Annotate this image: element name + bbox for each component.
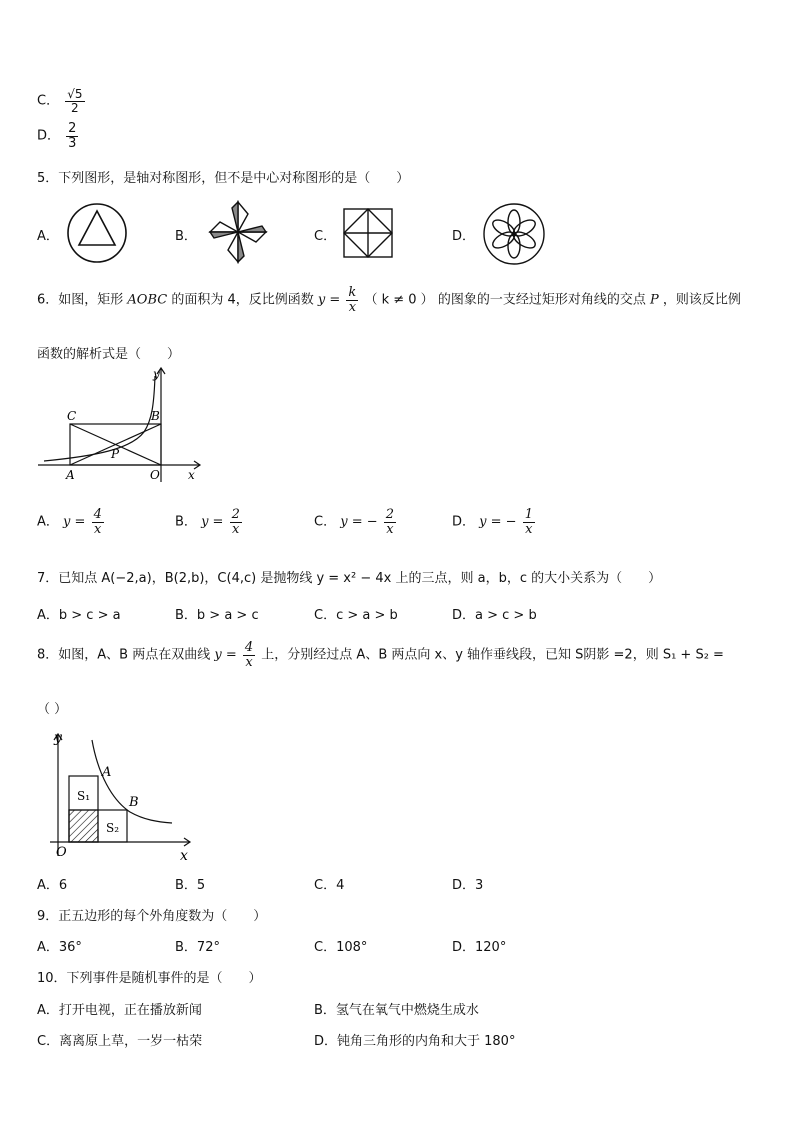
q6-option-d: D． y = − $\frac{1}{x}$ <box>452 507 533 537</box>
q8-label-a: A <box>102 765 112 780</box>
q7-option-c: C．c > a > b <box>314 608 398 623</box>
q4-option-c-fraction: $\frac{√5}{2}$ <box>67 87 83 115</box>
q10-option-b: B．氢气在氧气中燃烧生成水 <box>314 1003 479 1018</box>
q8-label-b: B <box>129 795 139 810</box>
q8-label-x-axis: x <box>180 848 188 864</box>
pinwheel-figure <box>206 198 270 266</box>
q5-label-c: C． <box>314 229 337 244</box>
q8-hyperbola-figure <box>40 724 196 866</box>
q9-option-a: A．36° <box>37 940 82 955</box>
q5-label-b: B． <box>175 229 197 244</box>
q6-label-p: P <box>111 447 120 461</box>
q10-option-d: D．钝角三角形的内角和大于 180° <box>314 1034 516 1049</box>
q10-option-c: C．离离原上草，一岁一枯荣 <box>37 1034 203 1049</box>
q6-option-a: A． y = $\frac{4}{x}$ <box>37 507 102 537</box>
q6-option-c: C． y = − $\frac{2}{x}$ <box>314 507 395 537</box>
q4-option-d-fraction: $\frac{2}{3}$ <box>68 121 77 151</box>
q8-label-s2: S₂ <box>106 821 120 835</box>
q6-label-b: B <box>151 409 160 423</box>
q8-option-d: D．3 <box>452 878 484 893</box>
q6-label-c: C <box>67 409 77 423</box>
q10-stem: 10．下列事件是随机事件的是（ ） <box>37 971 262 986</box>
q7-option-d: D．a > c > b <box>452 608 537 623</box>
q8-option-a: A．6 <box>37 878 68 893</box>
q6-stem-line2: 函数的解析式是（ ） <box>37 347 181 362</box>
square-diamond-figure <box>342 207 394 259</box>
q5-stem: 5．下列图形，是轴对称图形，但不是中心对称图形的是（ ） <box>37 171 410 186</box>
q6-rectangle-hyperbola-figure <box>36 364 208 484</box>
q10-option-a: A．打开电视，正在播放新闻 <box>37 1003 202 1018</box>
q6-label-y-axis: y <box>153 367 160 381</box>
flower-circle-figure <box>482 202 546 266</box>
q6-label-a: A <box>66 468 75 482</box>
q7-stem: 7．已知点 A(−2,a)，B(2,b)，C(4,c) 是抛物线 y = x² − 4x 上的三点，则 a，b，c 的大小关系为（ ） <box>37 571 662 586</box>
q8-stem: 8．如图，A、B 两点在双曲线 y = $\frac{4}{x}$ 上，分别经过点 A、B 两点向 x、y 轴作垂线段，已知 S阴影 =2，则 S₁ + S₂ = <box>37 640 724 670</box>
q4-option-d-label: D． <box>37 128 61 144</box>
q8-label-s1: S₁ <box>77 789 91 803</box>
q8-label-o: O <box>56 845 67 860</box>
q9-stem: 9．正五边形的每个外角度数为（ ） <box>37 909 267 924</box>
q4-option-d <box>37 122 80 150</box>
q6-label-o: O <box>150 468 160 482</box>
q5-label-a: A． <box>37 229 59 244</box>
q6-option-b: B． y = $\frac{2}{x}$ <box>175 507 240 537</box>
q8-option-b: B．5 <box>175 878 206 893</box>
q6-label-x-axis: x <box>188 468 195 482</box>
q9-option-b: B．72° <box>175 940 220 955</box>
q8-option-c: C．4 <box>314 878 345 893</box>
q8-label-y-axis: y <box>54 730 62 746</box>
q9-option-c: C．108° <box>314 940 368 955</box>
q6-stem: 6．如图，矩形 AOBC 的面积为 4，反比例函数 y = $\frac{k}{x}$ （ k ≠ 0 ） 的图象的一支经过矩形对角线的交点 P ，则该反比例 <box>37 285 741 315</box>
q7-option-b: B．b > a > c <box>175 608 259 623</box>
q8-stem-line2: （ ） <box>37 702 68 717</box>
q9-option-d: D．120° <box>452 940 507 955</box>
circle-triangle-figure <box>66 202 128 264</box>
q5-label-d: D． <box>452 229 476 244</box>
q7-option-a: A．b > c > a <box>37 608 121 623</box>
q4-option-c <box>37 88 87 114</box>
q4-option-c-label: C． <box>37 93 60 109</box>
